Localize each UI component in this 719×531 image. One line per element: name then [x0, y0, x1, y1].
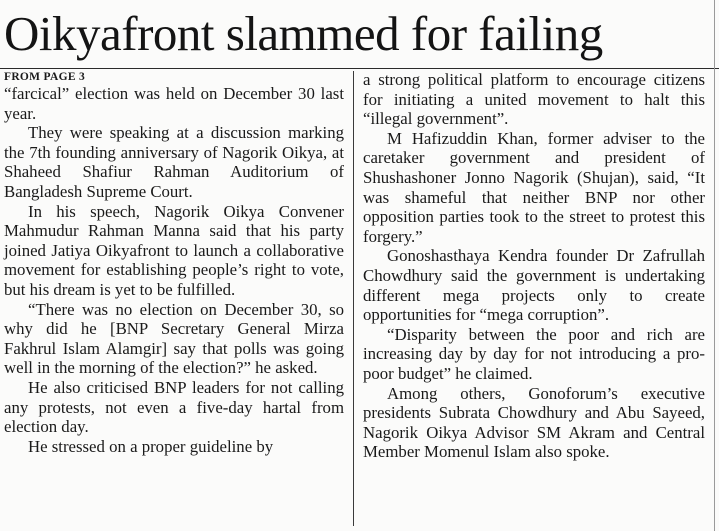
paragraph: M Hafizuddin Khan, former adviser to the caretaker government and president of Shushashoner Jonno Nagorik (Shujan), said, “It was shameful that neither BNP nor other opposition parties took to the street to protest this forgery.” — [363, 128, 705, 246]
paragraph: “There was no election on December 30, so why did he [BNP Secretary General Mirza Fakhrul Islam Alamgir] say that polls was going well in the morning of the election?” he asked. — [4, 299, 344, 378]
headline-rule — [0, 68, 719, 69]
paragraph: In his speech, Nagorik Oikya Convener Mahmudur Rahman Manna said that his party joined Jatiya Oikyafront to launch a collaborative movement for establishing people’s right to vote, but his dream is yet to be fulfilled. — [4, 201, 344, 299]
paragraph: “Disparity between the poor and rich are increasing day by day for not introducing a pro-poor budget” he claimed. — [363, 324, 705, 383]
jump-line: FROM PAGE 3 — [4, 71, 86, 83]
paragraph: He stressed on a proper guideline by — [28, 436, 274, 456]
paragraph: Among others, Gonoforum’s executive presidents Subrata Chowdhury and Abu Sayeed, Nagorik Oikya Advisor SM Akram and Central Member Momenul Islam also spoke. — [363, 383, 705, 462]
paragraph: They were speaking at a discussion marking the 7th founding anniversary of Nagorik Oikya, at Shaheed Shafiur Rahman Auditorium of Bangladesh Supreme Court. — [4, 123, 344, 201]
paragraph: “farcical” election was held on December 30 last year. — [4, 84, 344, 123]
paragraph: a strong political platform to encourage citizens for initiating a united movement to halt this “illegal government”. — [363, 70, 705, 129]
column-divider — [353, 71, 354, 526]
left-column — [4, 70, 344, 456]
right-column — [363, 70, 705, 462]
paragraph: Gonoshasthaya Kendra founder Dr Zafrullah Chowdhury said the government is undertaking different mega projects only to create opportunities for “mega corruption”. — [363, 246, 705, 325]
headline: Oikyafront slammed for failing — [4, 6, 603, 61]
paragraph: He also criticised BNP leaders for not calling any protests, not even a five-day hartal from election day. — [4, 377, 344, 437]
clipping-edge — [714, 0, 715, 531]
